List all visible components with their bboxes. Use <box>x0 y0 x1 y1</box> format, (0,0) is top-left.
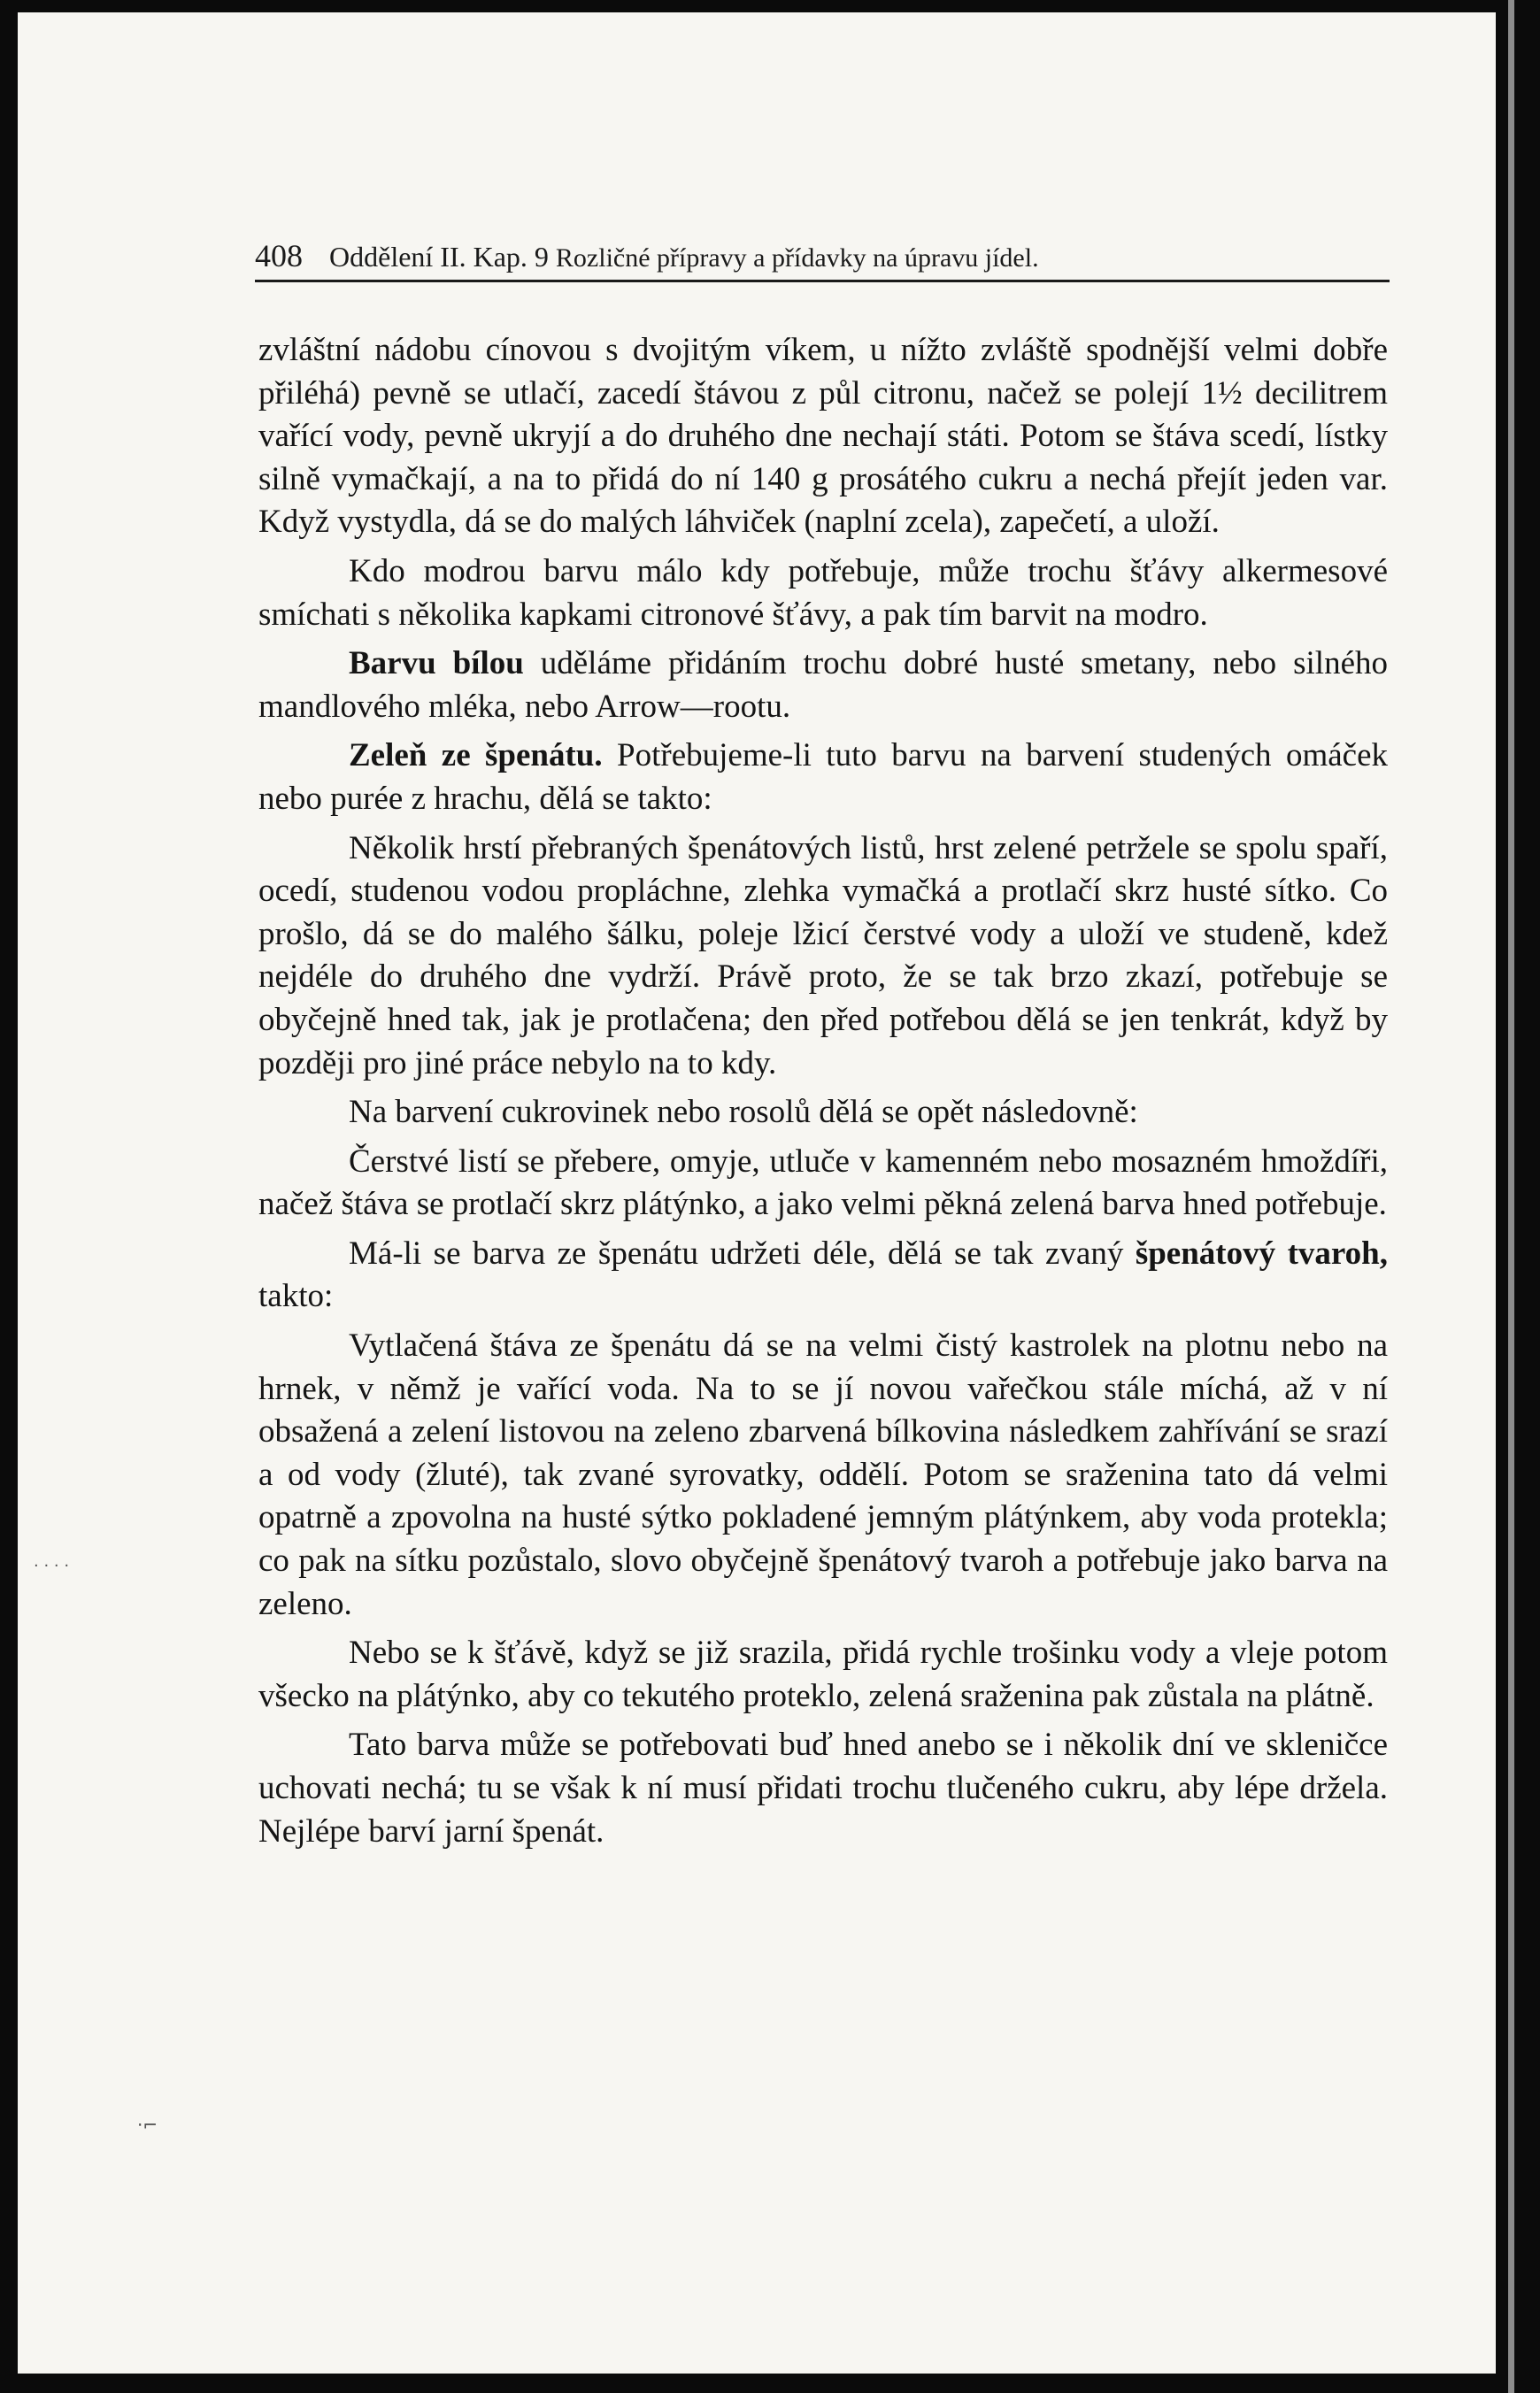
margin-speck: · · · · <box>34 1557 70 1575</box>
paragraph-tail: takto: <box>258 1278 334 1315</box>
page-number: 408 <box>255 238 303 273</box>
paragraph: Na barvení cukrovinek nebo rosolů dělá se opět následovně: <box>349 1094 1138 1131</box>
paragraph <box>258 735 1388 820</box>
paragraph <box>258 1233 1388 1319</box>
paragraph: zvláštní nádobu cínovou s dvojitým víkem, u nížto zvláště spodnější velmi dobře přiléhá) pevně se utlačí, zacedí štávou z půl citronu, načež se polejí 1½ decilitrem vařící vody, pevně ukryjí a do druhého dne nechají státi. Potom se štáva scedí, lístky silně vymačkají, a na to přidá do ní 140 g prosátého cukru a nechá přejít jeden var. Když vystydla, dá se do malých láhviček (naplní zcela), zapečetí, a uloží. <box>258 332 1388 541</box>
paragraph-term: špenátový tvaroh, <box>1135 1235 1388 1272</box>
paper-sheet <box>18 12 1496 2374</box>
section-label: Oddělení II. Kap. 9 <box>329 241 549 273</box>
paragraph-text: Potřebujeme-li tuto barvu na barvení studených omáček nebo purée z hrachu, dělá se takto: <box>258 737 1388 817</box>
paragraph-lead: Barvu bílou <box>349 645 524 682</box>
chapter-title: Rozličné přípravy a přídavky na úpravu jídel. <box>555 243 1039 273</box>
paragraph: Vytlačená štáva ze špenátu dá se na velmi čistý kastrolek na plotnu nebo na hrnek, v němž je vařící voda. Na to se jí novou vařečkou stále míchá, až v ní obsažená a zelení listovou na zeleno zbarvená bílkovina následkem zahřívání se srazí a od vody (žluté), tak zvané syrovatky, oddělí. Potom se sraženina tato dá velmi opatrně a zpovolna na husté sýtko pokladené jemným plátýnkem, aby voda protekla; co pak na sítku pozůstalo, slovo obyčejně špenátový tvaroh a potřebuje jako barva na zeleno. <box>258 1327 1388 1622</box>
paragraph: Čerstvé listí se přebere, omyje, utluče v kamenném nebo mosazném hmoždíři, načež štáva se protlačí skrz plátýnko, a jako velmi pěkná zelená barva hned potřebuje. <box>258 1143 1388 1223</box>
paragraph: Několik hrstí přebraných špenátových listů, hrst zelené petržele se spolu spaří, ocedí, studenou vodou propláchne, zlehka vymačká a protlačí skrz husté sítko. Co prošlo, dá se do malého šálku, poleje lžicí čerstvé vody a uloží ve studeně, kdež nejdéle do druhého dne vydrží. Právě proto, že se tak brzo zkazí, potřebuje se obyčejně hned tak, jak je protlačena; den před potřebou dělá se jen tenkrát, když by později pro jiné práce nebylo na to kdy. <box>258 829 1388 1081</box>
body-text <box>258 329 1388 1859</box>
paragraph <box>258 642 1388 728</box>
paragraph: Nebo se k šťávě, když se již srazila, přidá rychle trošinku vody a vleje potom všecko na plátýnko, aby co tekutého proteklo, zelená sraženina pak zůstala na plátně. <box>258 1635 1388 1714</box>
margin-speck: ·⌐ <box>137 2114 158 2135</box>
paragraph-text: uděláme přidáním trochu dobré husté smetany, nebo silného mandlového mléka, nebo Arrow—rootu. <box>258 645 1388 725</box>
running-header <box>255 234 1390 282</box>
paragraph-lead: Zeleň ze špenátu. <box>349 737 603 774</box>
paragraph-text: Má-li se barva ze špenátu udržeti déle, dělá se tak zvaný <box>349 1235 1136 1272</box>
adjacent-page-edge <box>1508 0 1514 2393</box>
paragraph: Tato barva může se potřebovati buď hned anebo se i několik dní ve skleničce uchovati nechá; tu se však k ní musí přidati trochu tlučeného cukru, aby lépe držela. Nejlépe barví jarní špenát. <box>258 1727 1388 1850</box>
paragraph: Kdo modrou barvu málo kdy potřebuje, může trochu šťávy alkermesové smíchati s několika kapkami citronové šťávy, a pak tím barvit na modro. <box>258 552 1388 633</box>
header-line <box>255 238 1039 276</box>
